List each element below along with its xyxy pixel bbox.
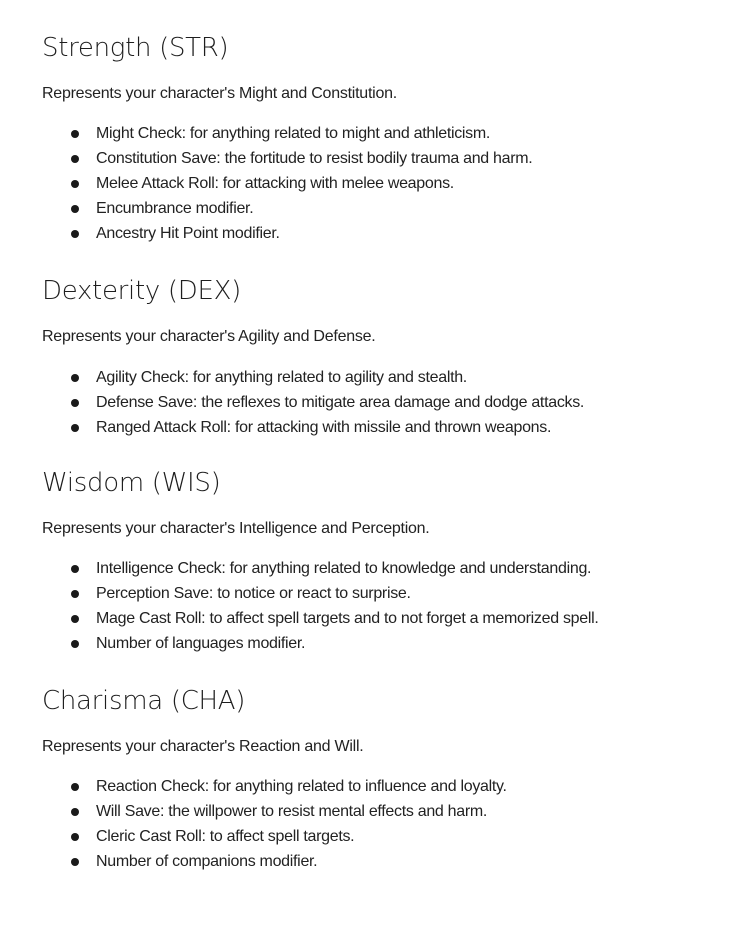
list-item — [42, 581, 722, 606]
list-item — [42, 606, 722, 631]
list-item — [42, 390, 722, 415]
bullet-list — [42, 774, 722, 874]
bullet-icon — [71, 590, 79, 598]
section-description: Represents your character's Agility and Defense. — [42, 328, 376, 345]
list-item-text: Melee Attack Roll: for attacking with melee weapons. — [96, 175, 454, 192]
bullet-icon — [71, 833, 79, 841]
list-item-text: Defense Save: the reflexes to mitigate area damage and dodge attacks. — [96, 394, 585, 411]
bullet-icon — [71, 565, 79, 573]
list-item-text: Will Save: the willpower to resist mental effects and harm. — [96, 803, 488, 820]
list-item — [42, 121, 722, 146]
list-item-text: Agility Check: for anything related to agility and stealth. — [96, 369, 467, 386]
list-item — [42, 631, 722, 656]
list-item-text: Might Check: for anything related to might and athleticism. — [96, 125, 491, 142]
list-item-text: Number of companions modifier. — [96, 853, 318, 870]
list-item-text: Encumbrance modifier. — [96, 200, 254, 217]
list-item-text: Ancestry Hit Point modifier. — [96, 225, 280, 242]
list-item-text: Number of languages modifier. — [96, 635, 306, 652]
bullet-icon — [71, 180, 79, 188]
bullet-list — [42, 121, 722, 246]
list-item-text: Ranged Attack Roll: for attacking with missile and thrown weapons. — [96, 419, 552, 436]
bullet-icon — [71, 374, 79, 382]
section-description: Represents your character's Reaction and Will. — [42, 738, 364, 755]
bullet-icon — [71, 640, 79, 648]
bullet-icon — [71, 399, 79, 407]
list-item-text: Mage Cast Roll: to affect spell targets and to not forget a memorized spell. — [96, 610, 599, 627]
list-item — [42, 365, 722, 390]
bullet-icon — [71, 230, 79, 238]
section-description: Represents your character's Intelligence and Perception. — [42, 520, 430, 537]
bullet-icon — [71, 783, 79, 791]
bullet-icon — [71, 155, 79, 163]
bullet-icon — [71, 858, 79, 866]
list-item — [42, 196, 722, 221]
bullet-icon — [71, 205, 79, 213]
list-item-text: Reaction Check: for anything related to influence and loyalty. — [96, 778, 507, 795]
list-item-text: Perception Save: to notice or react to surprise. — [96, 585, 411, 602]
list-item — [42, 146, 722, 171]
list-item-text: Cleric Cast Roll: to affect spell targets. — [96, 828, 355, 845]
bullet-list — [42, 556, 722, 656]
section-dexterity — [42, 275, 722, 436]
bullet-icon — [71, 424, 79, 432]
list-item-text: Constitution Save: the fortitude to resist bodily trauma and harm. — [96, 150, 533, 167]
section-description: Represents your character's Might and Constitution. — [42, 85, 397, 102]
bullet-list — [42, 365, 722, 440]
section-strength — [42, 32, 722, 242]
list-item — [42, 221, 722, 246]
list-item — [42, 774, 722, 799]
section-charisma — [42, 685, 722, 870]
section-heading: Dexterity (DEX) — [42, 276, 241, 306]
bullet-icon — [71, 808, 79, 816]
list-item — [42, 824, 722, 849]
section-wisdom — [42, 467, 722, 652]
list-item — [42, 171, 722, 196]
list-item-text: Intelligence Check: for anything related to knowledge and understanding. — [96, 560, 592, 577]
bullet-icon — [71, 130, 79, 138]
list-item — [42, 415, 722, 440]
bullet-icon — [71, 615, 79, 623]
section-heading: Charisma (CHA) — [42, 686, 246, 716]
list-item — [42, 849, 722, 874]
list-item — [42, 799, 722, 824]
list-item — [42, 556, 722, 581]
section-heading: Wisdom (WIS) — [42, 468, 221, 498]
section-heading: Strength (STR) — [42, 33, 229, 63]
